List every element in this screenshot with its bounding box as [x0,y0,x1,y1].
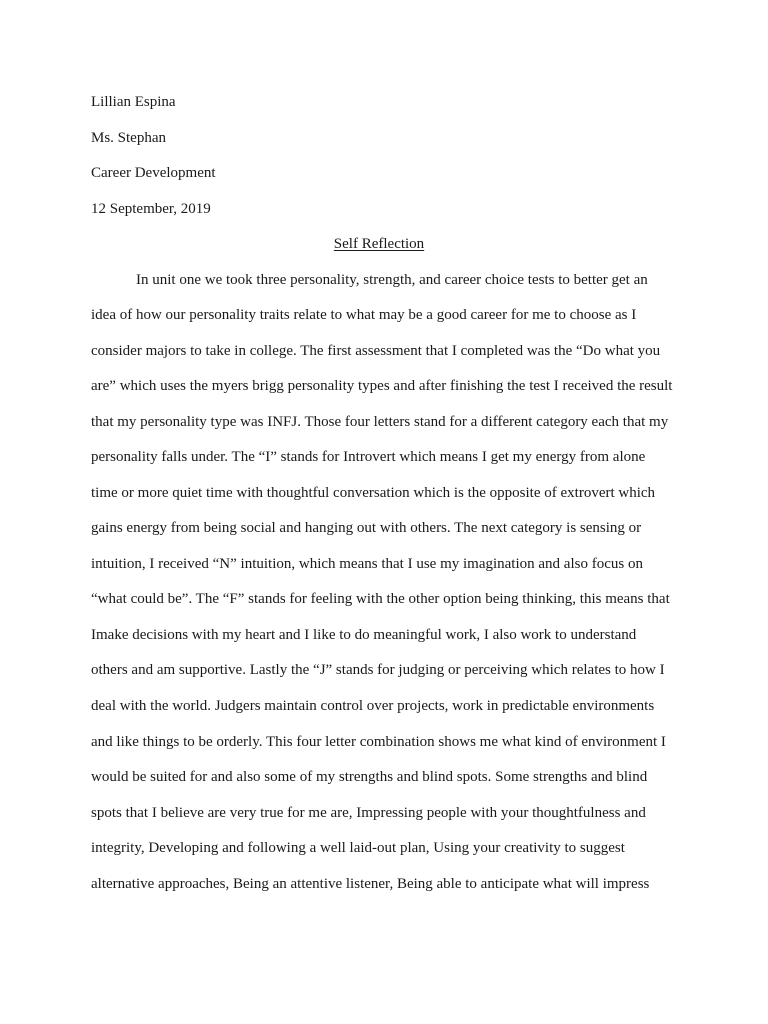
paragraph-line: alternative approaches, Being an attentive listener, Being able to anticipate what will impress [91,876,650,892]
paragraph-line: “what could be”. The “F” stands for feeling with the other option being thinking, this means that [91,591,670,607]
paragraph-line: that my personality type was INFJ. Those four letters stand for a different category each that my [91,414,669,430]
paragraph-line: time or more quiet time with thoughtful conversation which is the opposite of extrovert which [91,485,656,501]
student-name: Lillian Espina [91,94,176,110]
paragraph-line: consider majors to take in college. The first assessment that I completed was the “Do what you [91,343,661,359]
paragraph-line: gains energy from being social and hanging out with others. The next category is sensing or [91,520,642,536]
essay-title: Self Reflection [333,236,425,252]
paragraph-line: would be suited for and also some of my strengths and blind spots. Some strengths and blind [91,769,648,785]
paragraph-line: idea of how our personality traits relate to what may be a good career for me to choose as I [91,307,637,323]
teacher-name: Ms. Stephan [91,130,166,146]
paragraph-line: spots that I believe are very true for me are, Impressing people with your thoughtfulness and [91,805,646,821]
paragraph-line: In unit one we took three personality, strength, and career choice tests to better get an [136,272,648,288]
course-name: Career Development [91,165,216,181]
paragraph-line: Imake decisions with my heart and I like to do meaningful work, I also work to understand [91,627,637,643]
paragraph-line: deal with the world. Judgers maintain control over projects, work in predictable environments [91,698,655,714]
paragraph-line: are” which uses the myers brigg personality types and after finishing the test I received the result [91,378,673,394]
paragraph-line: integrity, Developing and following a well laid-out plan, Using your creativity to suggest [91,840,625,856]
paragraph-line: and like things to be orderly. This four letter combination shows me what kind of environment I [91,734,666,750]
paragraph-line: intuition, I received “N” intuition, which means that I use my imagination and also focus on [91,556,643,572]
paragraph-line: others and am supportive. Lastly the “J” stands for judging or perceiving which relates to how I [91,662,665,678]
paragraph-line: personality falls under. The “I” stands for Introvert which means I get my energy from alone [91,449,646,465]
document-date: 12 September, 2019 [91,201,211,217]
